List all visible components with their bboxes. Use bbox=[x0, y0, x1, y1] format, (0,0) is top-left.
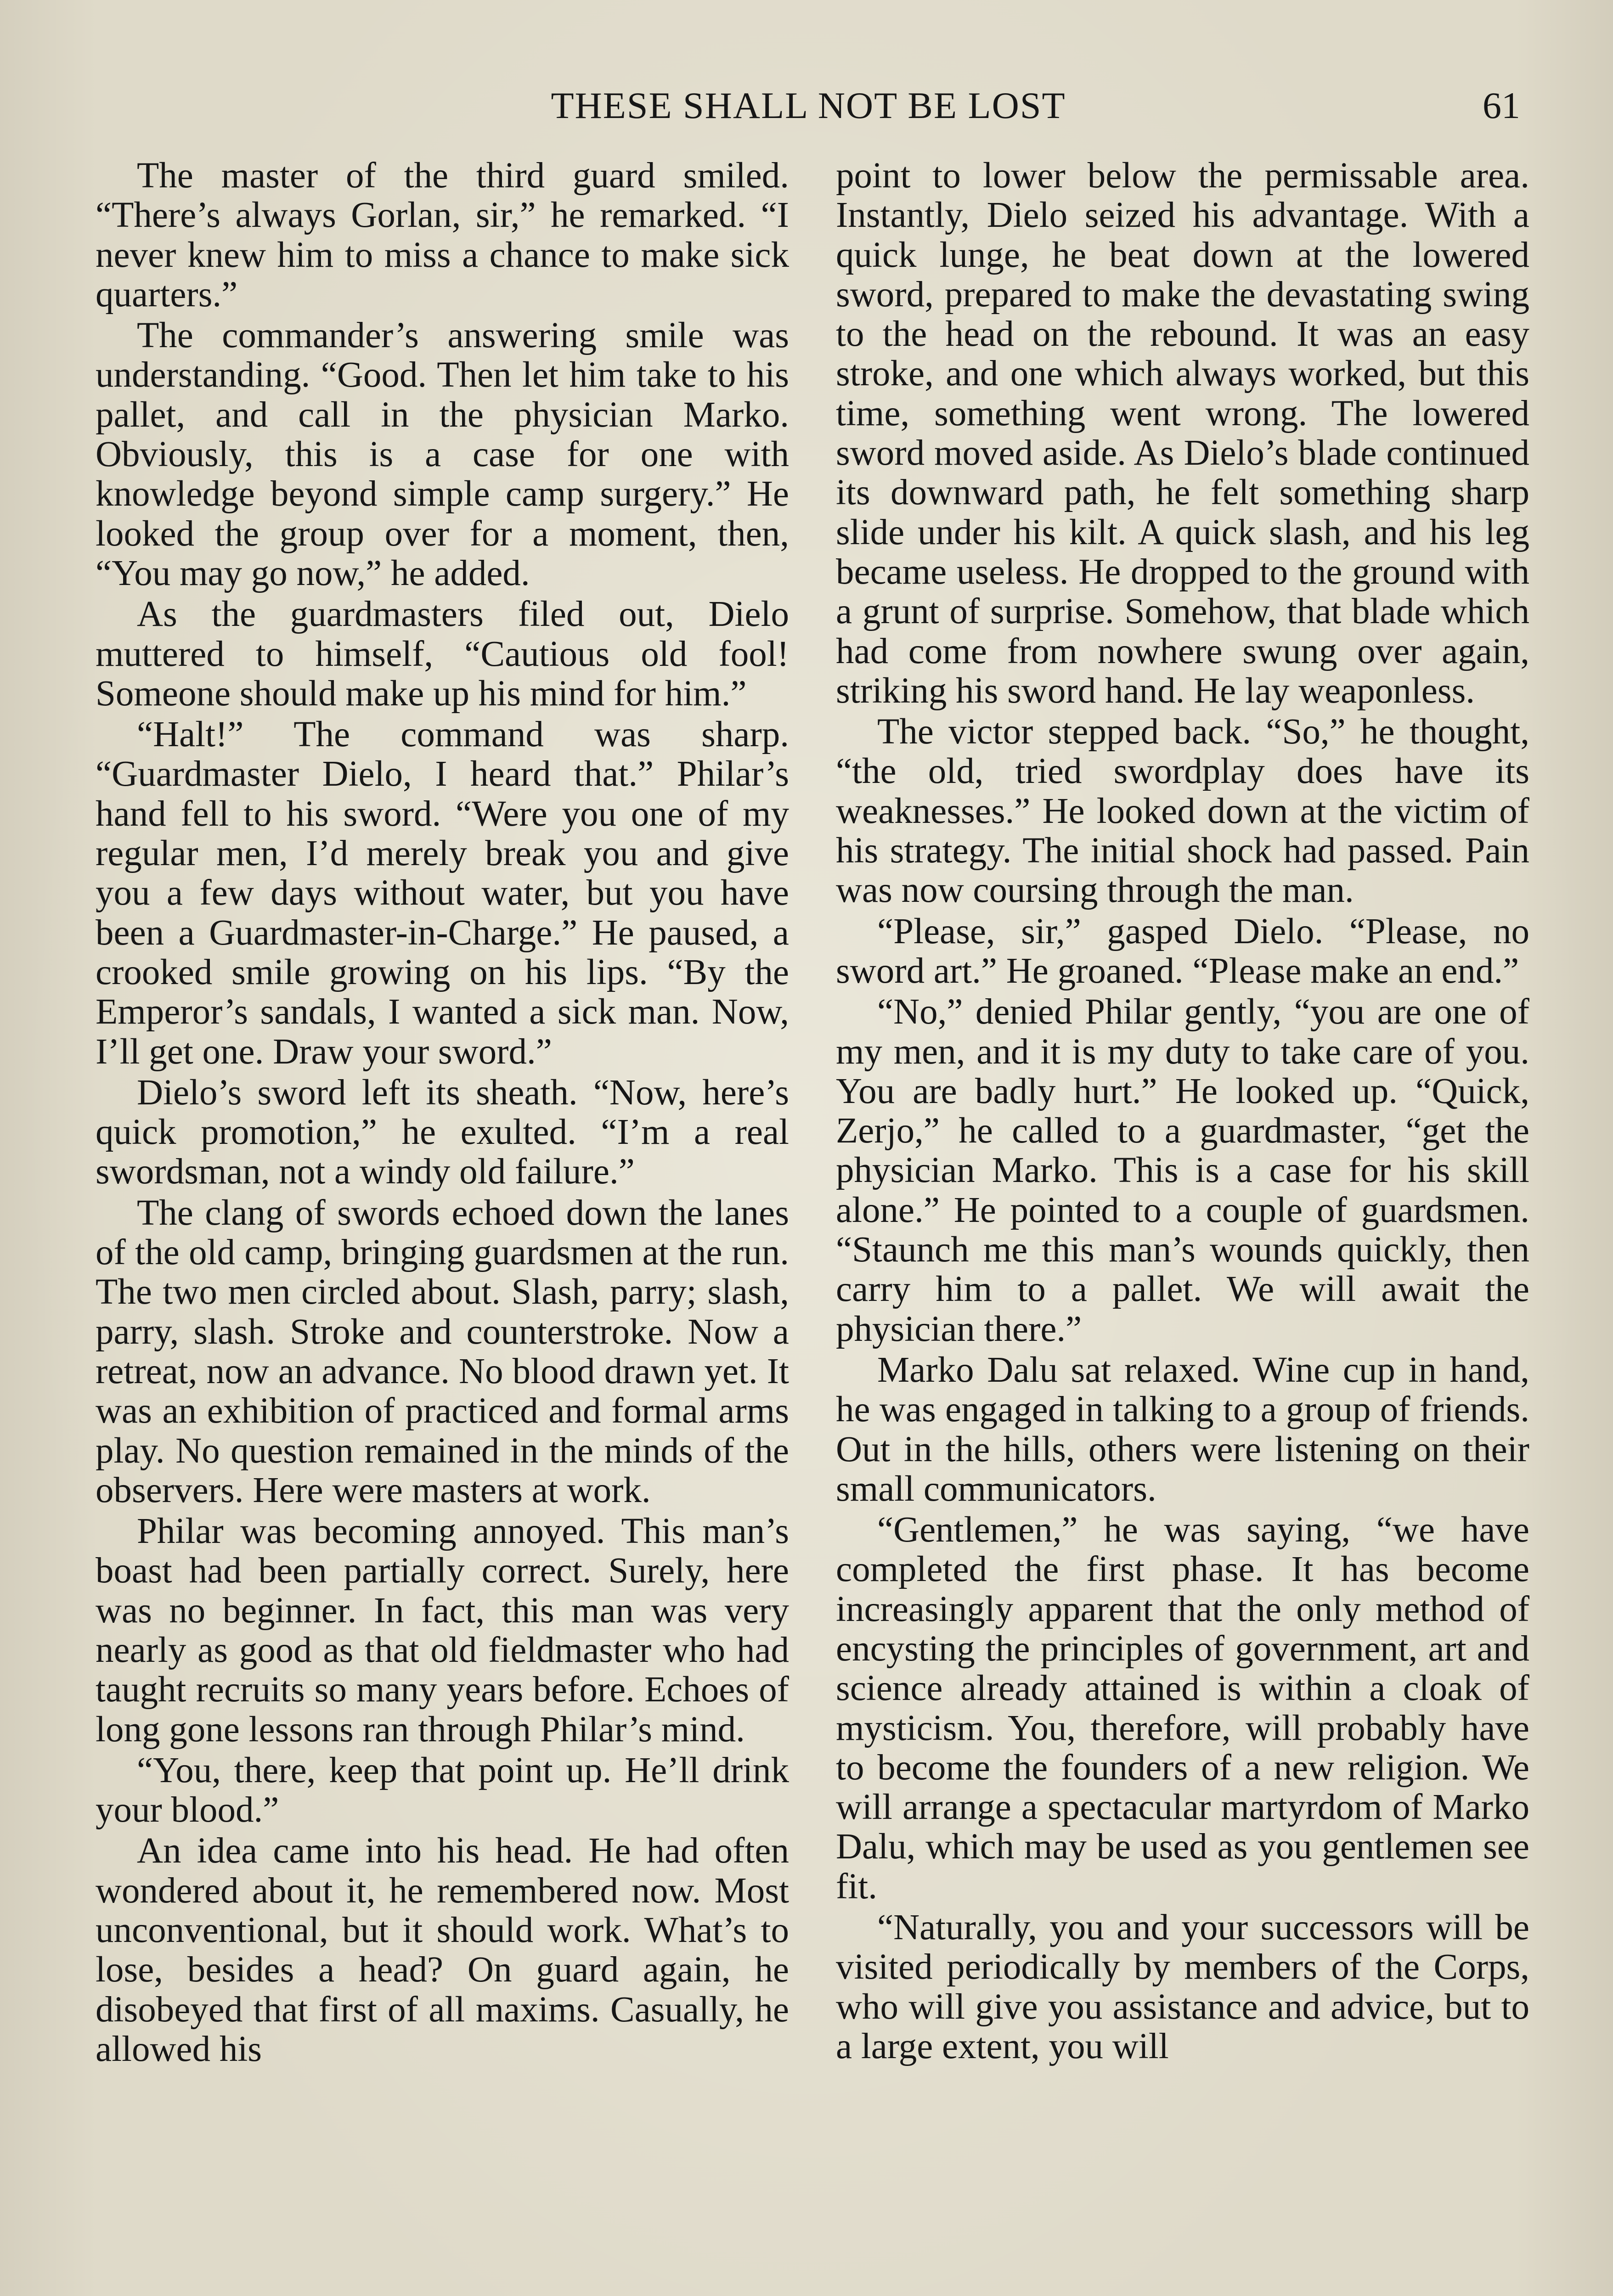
page-number: 61 bbox=[1483, 84, 1520, 126]
paragraph: The victor stepped back. “So,” he thought, “the old, tried swordplay does have its weaknesses.” He looked down at the victim of his strategy. The initial shock had passed. Pain was now coursing through the man. bbox=[836, 712, 1529, 911]
paragraph: “Naturally, you and your successors will be visited periodically by members of the Corps, who will give you assistance and advice, but to a large extent, you will bbox=[836, 1908, 1529, 2066]
paragraph: “No,” denied Philar gently, “you are one of my men, and it is my duty to take care of you. You are badly hurt.” He looked up. “Quick, Zerjo,” he called to a guardmaster, “get the physician Marko. This is a case for his skill alone.” He pointed to a couple of guardsmen. “Staunch me this man’s wounds quickly, then carry him to a pallet. We will await the physician there.” bbox=[836, 992, 1529, 1349]
left-column bbox=[96, 156, 789, 2071]
paragraph: Philar was becoming annoyed. This man’s boast had been partially correct. Surely, here was no beginner. In fact, this man was very nearly as good as that old fieldmaster who had taught recruits so many years before. Echoes of long gone lessons ran through Philar’s mind. bbox=[96, 1511, 789, 1750]
paragraph: Marko Dalu sat relaxed. Wine cup in hand, he was engaged in talking to a group of friends. Out in the hills, others were listening on their small communicators. bbox=[836, 1350, 1529, 1509]
paragraph: The clang of swords echoed down the lanes of the old camp, bringing guardsmen at the run. The two men circled about. Slash, parry; slash, parry, slash. Stroke and counterstroke. Now a retreat, now an advance. No blood drawn yet. It was an exhibition of practiced and formal arms play. No question remained in the minds of the observers. Here were masters at work. bbox=[96, 1193, 789, 1510]
paragraph-continuation: point to lower below the permissable area. Instantly, Dielo seized his advantage. With a quick lunge, he beat down at the lowered sword, prepared to make the devastating swing to the head on the rebound. It was an easy stroke, and one which always worked, but this time, something went wrong. The lowered sword moved aside. As Dielo’s blade continued its downward path, he felt something sharp slide under his kilt. A quick slash, and his leg became useless. He dropped to the ground with a grunt of surprise. Somehow, that blade which had come from nowhere swung over again, striking his sword hand. He lay weaponless. bbox=[836, 156, 1529, 711]
paragraph: An idea came into his head. He had often wondered about it, he remembered now. Most unconventional, but it should work. What’s to lose, besides a head? On guard again, he disobeyed that first of all maxims. Casually, he allowed his bbox=[96, 1831, 789, 2069]
running-title: THESE SHALL NOT BE LOST bbox=[551, 84, 1066, 126]
paragraph: Dielo’s sword left its sheath. “Now, here’s quick promotion,” he exulted. “I’m a real swordsman, not a windy old failure.” bbox=[96, 1072, 789, 1192]
paragraph: As the guardmasters filed out, Dielo muttered to himself, “Cautious old fool! Someone should make up his mind for him.” bbox=[96, 594, 789, 714]
paragraph: The master of the third guard smiled. “There’s always Gorlan, sir,” he remarked. “I never knew him to miss a chance to make sick quarters.” bbox=[96, 156, 789, 315]
paragraph: “Please, sir,” gasped Dielo. “Please, no sword art.” He groaned. “Please make an end.” bbox=[836, 911, 1529, 991]
paragraph: “Halt!” The command was sharp. “Guardmaster Dielo, I heard that.” Philar’s hand fell to his sword. “Were you one of my regular men, I’d merely break you and give you a few days without water, but you have been a Guardmaster-in-Charge.” He paused, a crooked smile growing on his lips. “By the Emperor’s sandals, I wanted a sick man. Now, I’ll get one. Draw your sword.” bbox=[96, 715, 789, 1072]
running-header bbox=[96, 80, 1520, 131]
paragraph: “You, there, keep that point up. He’ll drink your blood.” bbox=[96, 1750, 789, 1830]
paragraph: The commander’s answering smile was understanding. “Good. Then let him take to his pallet, and call in the physician Marko. Obviously, this is a case for one with knowledge beyond simple camp surgery.” He looked the group over for a moment, then, “You may go now,” he added. bbox=[96, 315, 789, 593]
paragraph: “Gentlemen,” he was saying, “we have completed the first phase. It has become increasingly apparent that the only method of encysting the principles of government, art and science already attained is within a cloak of mysticism. You, therefore, will probably have to become the founders of a new religion. We will arrange a spectacular martyrdom of Marko Dalu, which may be used as you gentlemen see fit. bbox=[836, 1510, 1529, 1907]
right-column bbox=[836, 156, 1529, 2068]
